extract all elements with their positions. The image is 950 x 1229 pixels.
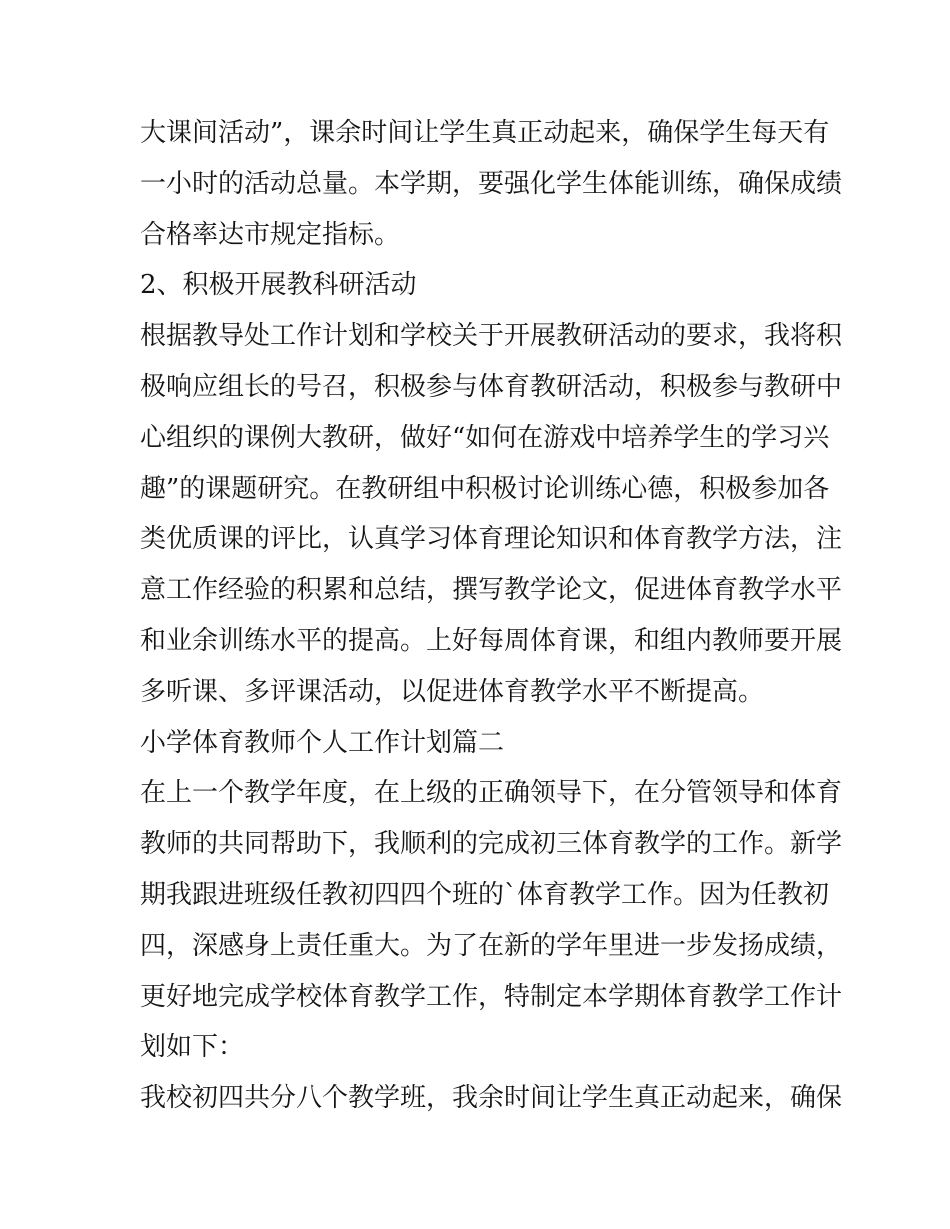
text-line: 和业余训练水平的提高。上好每周体育课，和组内教师要开展 <box>140 625 843 656</box>
text-line: 我校初四共分八个教学班，我余时间让学生真正动起来，确保 <box>140 1083 843 1114</box>
text-line: 划如下： <box>140 1032 245 1063</box>
text-line: 更好地完成学校体育教学工作，特制定本学期体育教学工作计 <box>140 981 843 1012</box>
text-line: 极响应组长的号召，积极参与体育教研活动，积极参与教研中 <box>140 371 843 402</box>
text-line: 合格率达市规定指标。 <box>140 219 401 250</box>
text-line: 一小时的活动总量。本学期，要强化学生体能训练，确保成绩 <box>140 168 843 199</box>
text-line: 趣”的课题研究。在教研组中积极讨论训练心德，积极参加各 <box>140 473 830 504</box>
text-line: 大课间活动”，课余时间让学生真正动起来，确保学生每天有 <box>140 118 830 148</box>
text-line: 教师的共同帮助下，我顺利的完成初三体育教学的工作。新学 <box>140 829 843 860</box>
document-body <box>140 108 843 1124</box>
section-title: 小学体育教师个人工作计划篇二 <box>140 727 505 758</box>
text-line: 四，深感身上责任重大。为了在新的学年里进一步发扬成绩， <box>140 930 843 961</box>
text-line: 多听课、多评课活动，以促进体育教学水平不断提高。 <box>140 676 765 707</box>
text-line: 根据教导处工作计划和学校关于开展教研活动的要求，我将积 <box>140 321 843 352</box>
text-line: 期我跟进班级任教初四四个班的`体育教学工作。因为任教初 <box>140 879 830 910</box>
text-line: 心组织的课例大教研，做好“如何在游戏中培养学生的学习兴 <box>140 422 830 453</box>
text-line: 意工作经验的积累和总结，撰写教学论文，促进体育教学水平 <box>140 575 843 606</box>
text-line: 类优质课的评比，认真学习体育理论知识和体育教学方法，注 <box>140 524 843 555</box>
section-heading: 2、积极开展教科研活动 <box>140 270 417 301</box>
text-line: 在上一个教学年度，在上级的正确领导下，在分管领导和体育 <box>140 778 843 809</box>
